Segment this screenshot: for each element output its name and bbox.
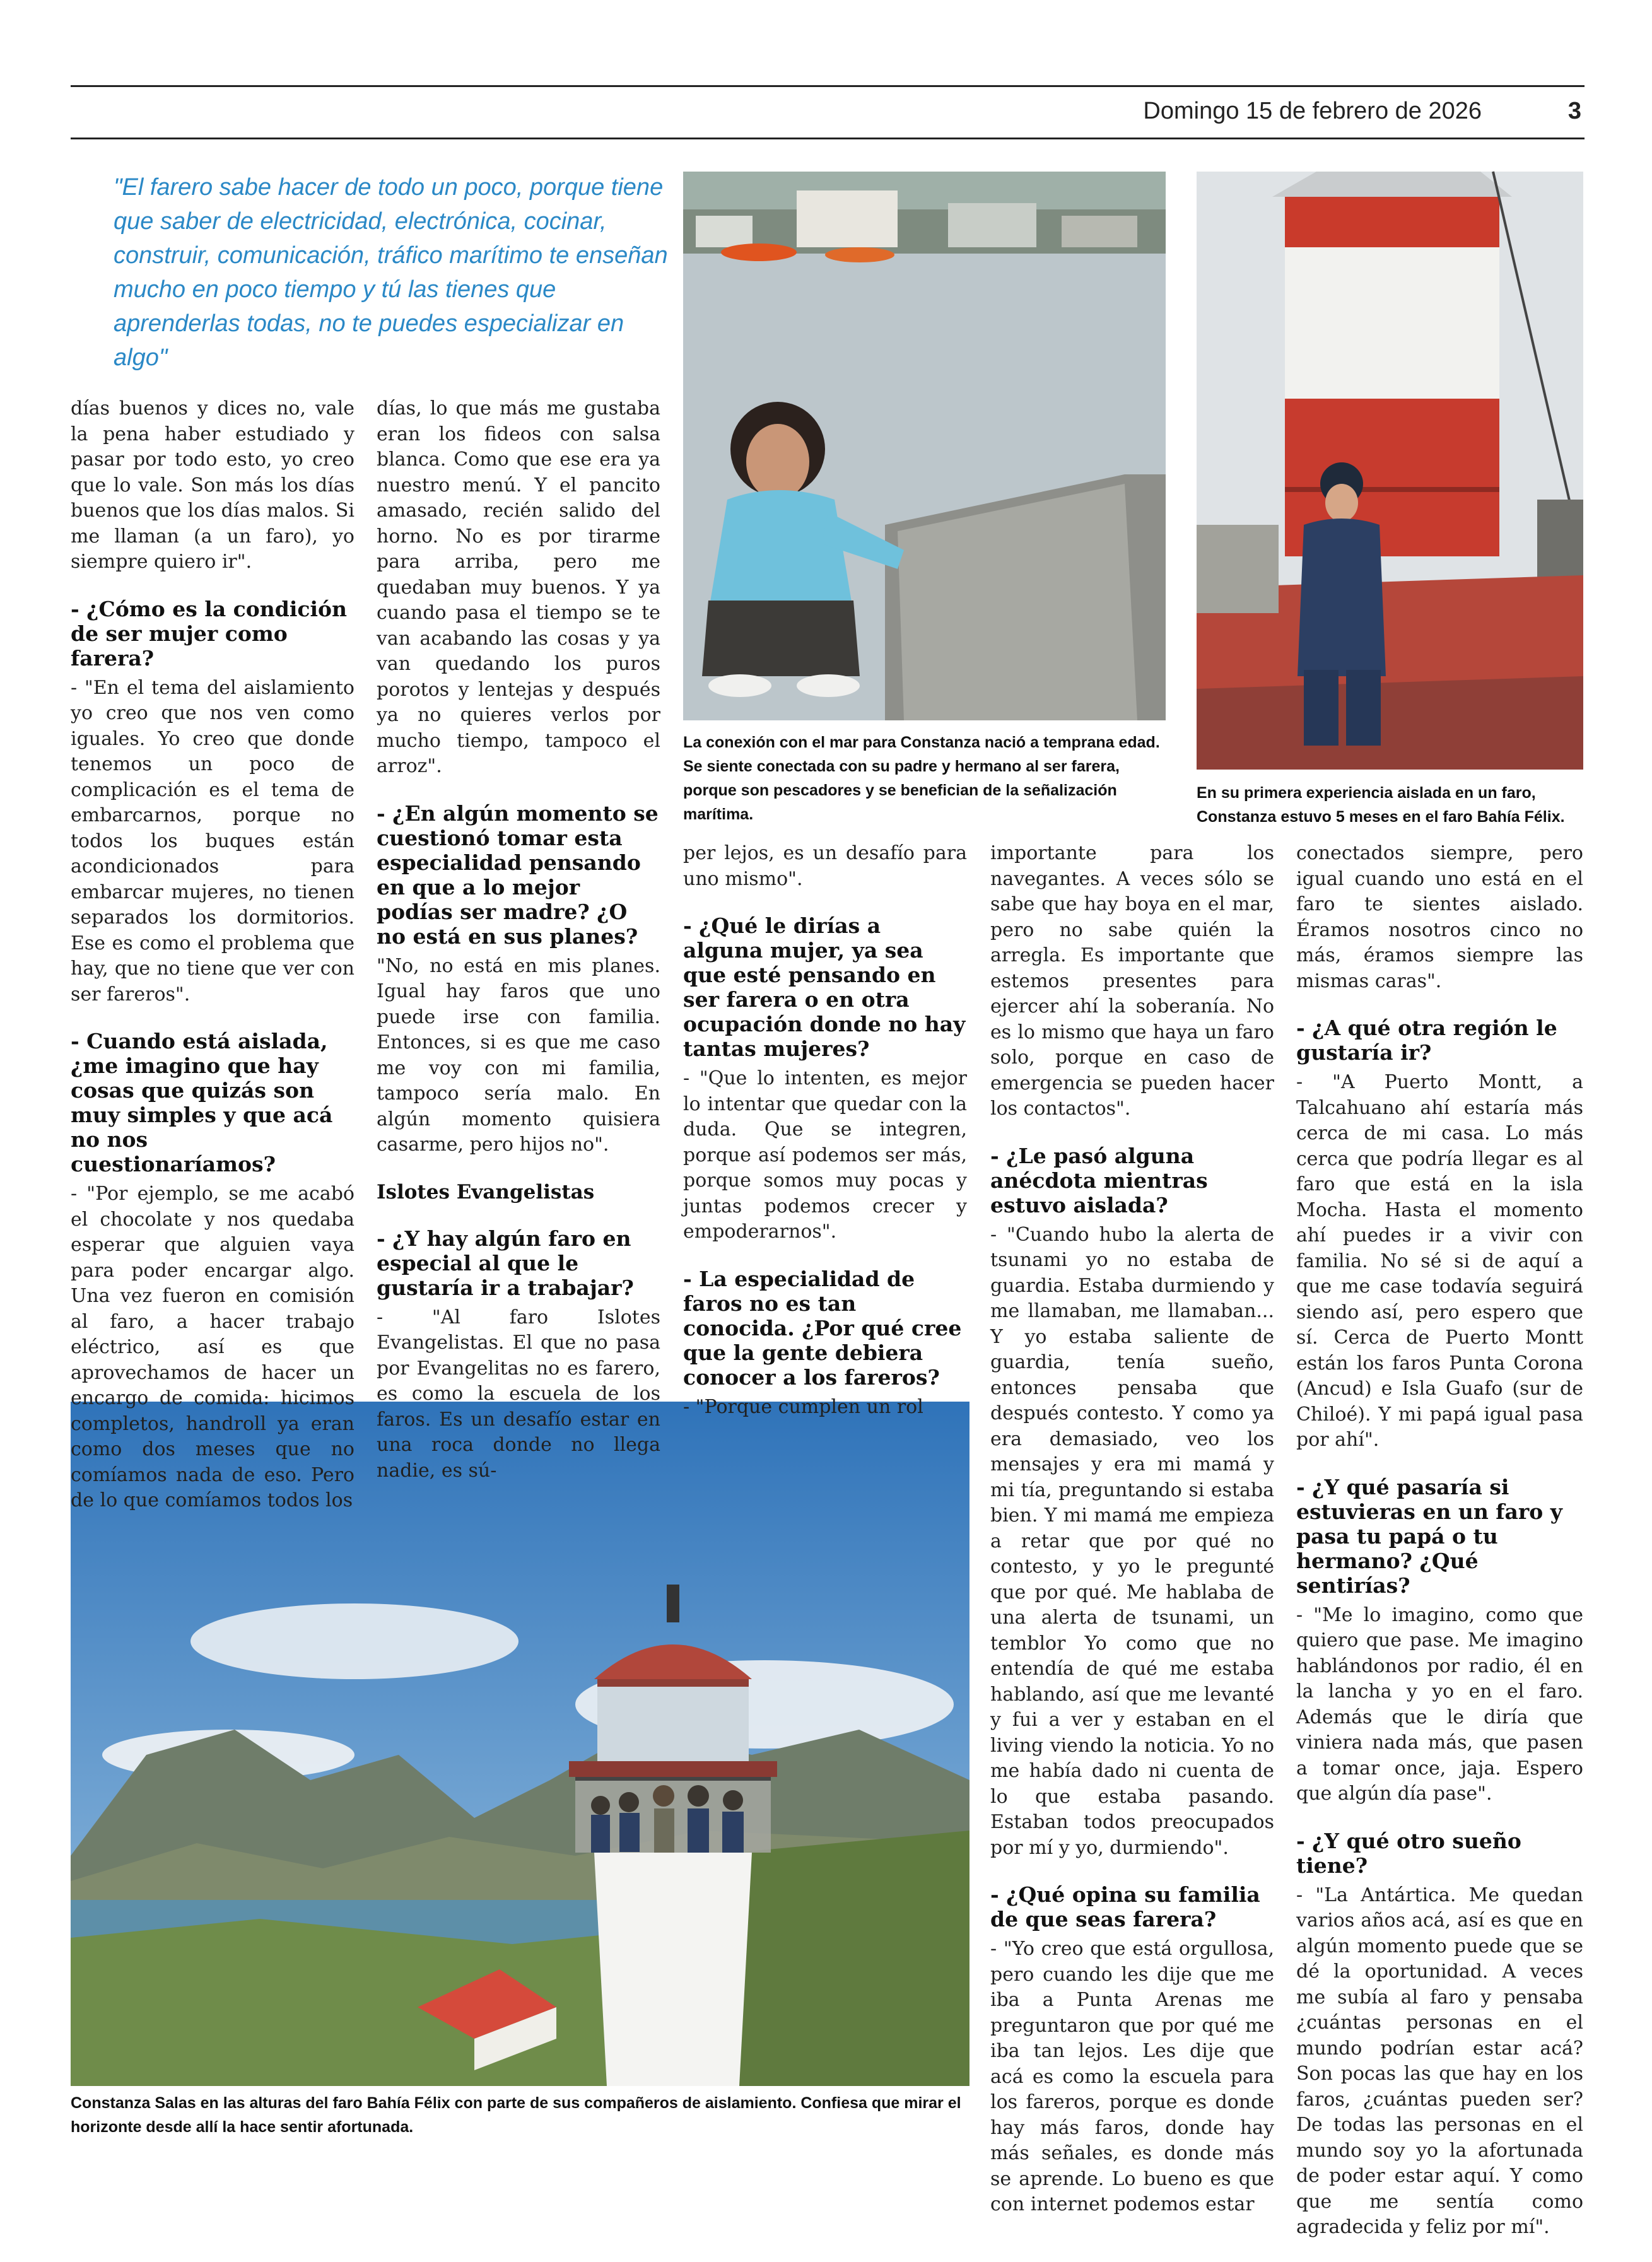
col2-answer-2: - "Al faro Islotes Evangelistas. El que no pasa por Evangelitas no es farero, es como la escuela de los faros. Es un desafío estar en una roca donde no llega nadie, es sú- xyxy=(377,1306,660,1482)
col5-question-3: - ¿Y qué otro sueño tiene? xyxy=(1296,1828,1521,1878)
photo-child-by-sea xyxy=(683,172,1166,720)
col1-answer-2: - "Por ejemplo, se me acabó el chocolate y nos quedaba esperar que alguien vaya para poder encargar algo. Una vez fueron en comisión al faro, a hacer trabajo eléctrico, así es que aprovechamos de hacer un encargo de comida: hicimos completos, handroll ya eran como dos meses que no comíamos nada de eso. Pero de lo que comíamos todos los xyxy=(71,1183,354,1511)
article-column-1 xyxy=(71,396,354,1535)
col2-question-1: - ¿En algún momento se cuestionó tomar esta especialidad pensando en que a lo mejor podías ser madre? ¿O no está en sus planes? xyxy=(377,800,659,949)
col5-paragraph: conectados siempre, pero igual cuando uno está en el faro te sientes aislado. Éramos nosotros cinco no más, éramos siempre las mismas caras". xyxy=(1296,842,1583,992)
col5-answer-1: - "A Puerto Montt, a Talcahuano ahí estaría más cerca de mi casa. Lo más cerca que podría llegar es al faro que está en la isla Mocha. Hasta el momento ahí puedes ir a vivir con familia. No sé si de aquí a que me case todavía seguirá siendo así, pero espero que sí. Cerca de Puerto Montt están los faros Punta Corona (Ancud) e Isla Guafo (sur de Chiloé). Y mi papá igual pasa por ahí". xyxy=(1296,1071,1583,1451)
col3-answer-1: - "Que lo intenten, es mejor lo intentar que quedar con la duda. Que se integren, porque así podemos ser más, porque somos muy pocas y juntas podemos crecer y empoderarnos". xyxy=(683,1067,967,1243)
col4-answer-1: - "Cuando hubo la alerta de tsunami yo no estaba de guardia. Estaba durmiendo y me llamaban, me llamaban... Y yo estaba saliente de guardia, tenía sueño, entonces pensaba que después contesto. Y como ya era demasiado, veo los mensajes y era mi mamá y mi tía, preguntando si estaba bien. Y mi mamá me empieza a retar que por qué no contesto, y yo le pregunté que por qué. Me hablaba de una alerta de tsunami, un temblor Yo como que no entendía de qué me estaba hablando, así que me levanté y fui a ver y estaban en el living viendo la noticia. Yo no me había dado ni cuenta de lo que estaba pasando. Estaban todos preocupados por mí y yo, durmiendo". xyxy=(990,1223,1274,1859)
photo-lighthouse-image xyxy=(1197,172,1583,770)
page-number: 3 xyxy=(1567,98,1581,124)
header-bottom-rule xyxy=(71,138,1585,139)
col3-paragraph: per lejos, es un desafío para uno mismo". xyxy=(683,842,967,890)
col3-question-1: - ¿Qué le dirías a alguna mujer, ya sea que esté pensando en ser farera o en otra ocupación donde no hay tantas mujeres? xyxy=(683,913,966,1061)
header-date: Domingo 15 de febrero de 2026 xyxy=(1143,98,1482,124)
col4-paragraph: importante para los navegantes. A veces sólo se sabe que hay boya en el mar, pero no sabe quién la arregla. Es importante que estemos presentes para ejercer ahí la soberanía. No es lo mismo que haya un faro solo, porque en caso de emergencia se pueden hacer los contactos". xyxy=(990,842,1274,1120)
col1-question-2: - Cuando está aislada, ¿me imagino que hay cosas que quizás son muy simples y que acá no nos cuestionaríamos? xyxy=(71,1029,333,1176)
col2-question-2: - ¿Y hay algún faro en especial al que le gustaría ir a trabajar? xyxy=(377,1226,634,1300)
article-column-5 xyxy=(1296,841,1583,2262)
col4-question-2: - ¿Qué opina su familia de que seas farera? xyxy=(990,1882,1260,1931)
col2-answer-1: "No, no está en mis planes. Igual hay faros que uno puede irse con familia. Entonces, si es que me caso me voy con mi familia, tampoco sería malo. En algún momento quisiera casarme, pero hijos no". xyxy=(377,954,660,1156)
col1-paragraph: días buenos y dices no, vale la pena haber estudiado y pasar por todo esto, yo creo que lo vale. Son más los días buenos que los días malos. Si me llaman (a un faro), yo siempre quiero ir". xyxy=(71,397,354,573)
article-column-4 xyxy=(990,841,1274,2239)
article-column-2 xyxy=(377,396,660,1505)
col5-answer-2: - "Me lo imagino, como que quiero que pase. Me imagino hablándonos por radio, él en la lancha y yo en el faro. Además que le diría que viniera nada más, que pasen a tomar once, jaja. Espero que algún día pase". xyxy=(1296,1603,1583,1805)
col1-question-1: - ¿Cómo es la condición de ser mujer como farera? xyxy=(71,596,348,671)
col2-subhead: Islotes Evangelistas xyxy=(377,1180,595,1204)
photo-lighthouse-bahia-felix xyxy=(1197,172,1583,770)
header-top-rule xyxy=(71,85,1585,87)
article-column-3 xyxy=(683,841,967,1441)
pull-quote: "El farero sabe hacer de todo un poco, porque tiene que saber de electricidad, electrónica, cocinar, construir, comunicación, tráfico marítimo te enseñan mucho en poco tiempo y tú las tienes que aprenderlas todas, no te puedes especializar en algo" xyxy=(114,174,668,371)
col2-paragraph: días, lo que más me gustaba eran los fideos con salsa blanca. Como que ese era ya nuestro menú. Y el pancito amasado, recién salido del horno. No es por tirarme para arriba, pero me quedaban muy buenos. Y ya cuando pasa el tiempo se te van acabando las cosas y ya van quedando los puros porotos y lentejas y después ya no quieres verlos por mucho tiempo, tampoco el arroz". xyxy=(377,397,660,777)
caption-child-photo: La conexión con el mar para Constanza nació a temprana edad. Se siente conectada con su padre y hermano al ser farera, porque son pescadores y se benefician de la señalización marítima. xyxy=(683,734,1160,823)
col5-question-2: - ¿Y qué pasaría si estuvieras en un faro y pasa tu papá o tu hermano? ¿Qué sentirías? xyxy=(1296,1474,1562,1598)
col4-answer-2: - "Yo creo que está orgullosa, pero cuando les dije que me iba a Punta Arenas me preguntaron que por qué me iba tan lejos. Les dije que acá es como la escuela para los fareros, porque es donde hay más faros, donde hay más señales, es donde más se aprende. Lo bueno es que con internet podemos estar xyxy=(990,1938,1274,2215)
col5-answer-3: - "La Antártica. Me quedan varios años acá, así es que en algún momento puede que se dé la oportunidad. A veces me subía al faro y pensaba ¿cuántas personas en el mundo podrían estar acá? Son pocas las que hay en los faros, ¿cuántas pueden ser? De todas las personas en el mundo soy yo la afortunada de poder estar aquí. Y como que me sentía como agradecida y feliz por mí". xyxy=(1296,1884,1583,2238)
col3-question-2: - La especialidad de faros no es tan conocida. ¿Por qué cree que la gente debiera conocer a los fareros? xyxy=(683,1266,962,1390)
caption-lighthouse-photo: En su primera experiencia aislada en un faro, Constanza estuvo 5 meses en el faro Bahía Félix. xyxy=(1197,784,1565,826)
col1-answer-1: - "En el tema del aislamiento yo creo que nos ven como iguales. Yo creo que donde tenemos un poco de complicación es el tema de embarcarnos, porque no todos los buques están acondicionados para embarcar mujeres, no tienen separados los dormitorios. Ese es como el problema que hay, que no tiene que ver con ser fareros". xyxy=(71,676,354,1005)
col4-question-1: - ¿Le pasó alguna anécdota mientras estuvo aislada? xyxy=(990,1143,1208,1217)
col5-question-1: - ¿A qué otra región le gustaría ir? xyxy=(1296,1016,1557,1065)
caption-big-photo: Constanza Salas en las alturas del faro Bahía Félix con parte de sus compañeros de aislamiento. Confiesa que mirar el horizonte desde allí la hace sentir afortunada. xyxy=(71,2094,961,2136)
photo-child-by-sea-image xyxy=(683,172,1166,720)
col3-answer-2: - "Porque cumplen un rol xyxy=(683,1395,923,1418)
